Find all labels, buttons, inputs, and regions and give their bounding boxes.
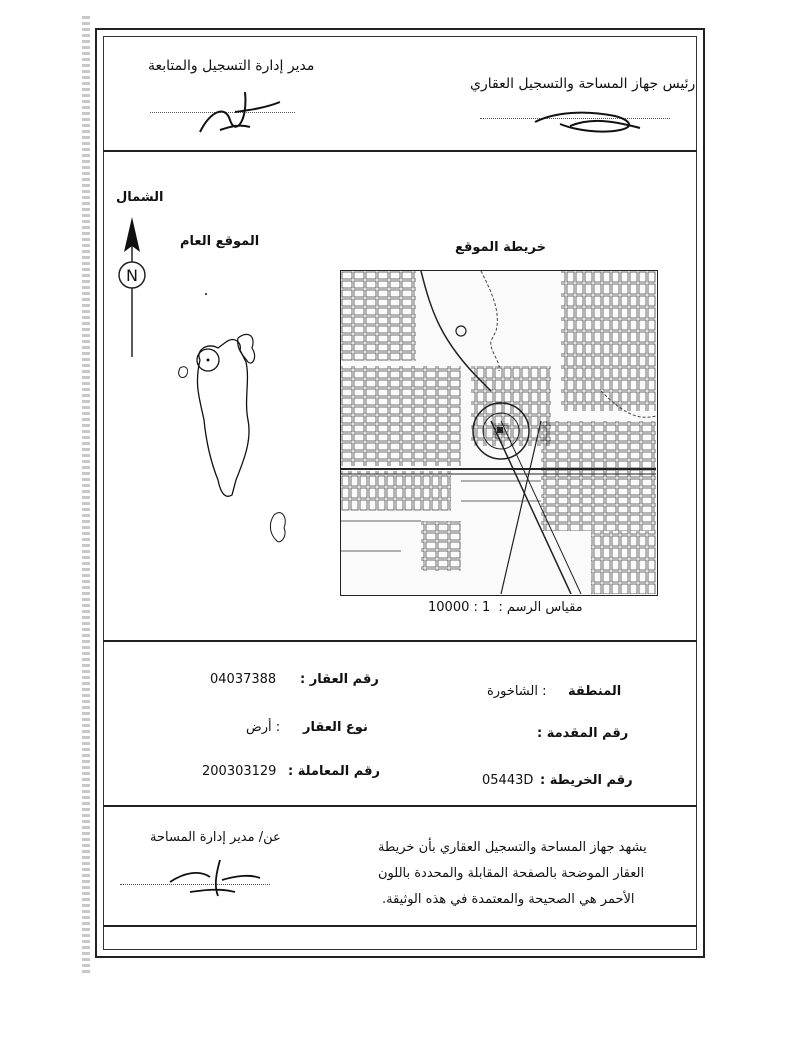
bahrain-location-map	[160, 290, 310, 570]
property-type-value: : أرض	[246, 720, 281, 735]
maps-divider	[103, 640, 697, 642]
right-signature	[530, 102, 650, 142]
details-divider	[103, 805, 697, 807]
certification-line-2: العقار الموضحة بالصفحة المقابلة والمحددة باللون	[378, 866, 645, 881]
transaction-number-value: 200303129	[202, 764, 277, 779]
right-signatory-title: رئيس جهاز المساحة والتسجيل العقاري	[470, 76, 696, 92]
left-signatory-title: مدير إدارة التسجيل والمتابعة	[148, 58, 315, 74]
bottom-signature	[160, 852, 270, 902]
general-location-title: الموقع العام	[180, 234, 260, 249]
transaction-number-label: رقم المعاملة :	[288, 764, 380, 779]
scale-row	[428, 600, 583, 615]
certification-line-1: يشهد جهاز المساحة والتسجيل العقاري بأن خريطة	[378, 840, 647, 855]
map-number-label: رقم الخريطة :	[540, 773, 633, 788]
scale-label: مقياس الرسم :	[498, 600, 583, 615]
area-value: : الشاخورة	[487, 684, 547, 699]
property-number-label: رقم العقار :	[300, 672, 379, 687]
header-divider	[103, 150, 697, 152]
property-number-value: 04037388	[210, 672, 277, 687]
area-label: المنطقة	[568, 684, 622, 699]
north-label: الشمال	[116, 190, 164, 205]
certification-line-3: الأحمر هي الصحيحة والمعتمدة في هذه الوثيقة.	[382, 892, 635, 907]
north-letter: N	[126, 266, 138, 285]
footer-divider	[103, 925, 697, 927]
map-number-value: 05443D	[482, 773, 534, 788]
survey-signatory-title: عن/ مدير إدارة المساحة	[150, 830, 281, 845]
left-signature	[190, 82, 290, 142]
site-map-title: خريطة الموقع	[455, 240, 547, 255]
site-location-map	[340, 270, 658, 596]
property-type-label: نوع العقار	[303, 720, 368, 735]
scale-value: 10000 : 1	[428, 600, 491, 615]
scan-edge	[82, 16, 90, 976]
north-arrow-icon	[112, 212, 152, 362]
lot-number-label: رقم المقدمة :	[537, 726, 629, 741]
